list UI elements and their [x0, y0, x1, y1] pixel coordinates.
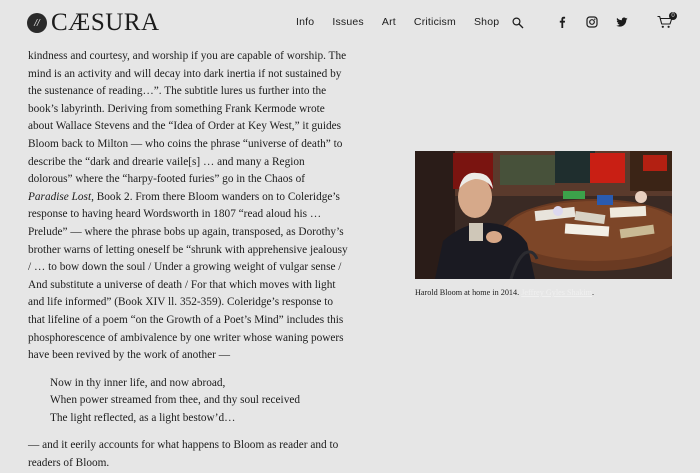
- logo-mark-icon: //: [27, 13, 47, 33]
- nav-item-art[interactable]: Art: [381, 16, 396, 28]
- social-links: [556, 16, 646, 28]
- logo-wordmark: CÆSURA: [51, 9, 160, 36]
- cart-count-badge: 0: [669, 12, 677, 20]
- poem-line: Now in thy inner life, and now abroad,: [50, 376, 226, 389]
- instagram-icon[interactable]: [586, 16, 598, 28]
- site-header: [0, 0, 700, 48]
- photo-credit-link[interactable]: Jeffrey Gyles Shakim: [521, 288, 592, 297]
- article-body: [28, 48, 348, 473]
- paragraph-text: , Book 2. From there Bloom wanders on to Coleridge’s response to having heard Wordsworth in 1807 “read aloud his … Prelude” — where the phrase bobs up again, transposed, as Dorothy’s brother warns of letting oneself be “shrunk with apprehensive jealousy / … to bow down the soul / Under a growing weight of vulgar sense / And substitute a universe of death / For that which moves with light and life informed” (Book XIV ll. 352-359). Coleridge’s response to that lifeline of a poem “on the Growth of a Poet’s Mind” includes this phosphorescence of ambivalence by one writer whose waning powers have been revived by the work of another —: [28, 190, 348, 362]
- nav-item-info[interactable]: Info: [296, 16, 315, 28]
- poem-line: When power streamed from thee, and thy soul received: [50, 394, 301, 407]
- caption-text: Harold Bloom at home in 2014.: [415, 288, 520, 297]
- nav-item-issues[interactable]: Issues: [332, 16, 364, 28]
- book-title-italic: Paradise Lost: [28, 190, 92, 203]
- harold-bloom-photo: [415, 151, 672, 279]
- nav-item-criticism[interactable]: Criticism: [413, 16, 456, 28]
- twitter-icon[interactable]: [616, 16, 628, 28]
- main-nav: [296, 16, 517, 28]
- search-icon[interactable]: [512, 17, 524, 29]
- site-logo[interactable]: [27, 10, 160, 36]
- poem-quote: [50, 375, 348, 428]
- caption-end: .: [592, 288, 595, 297]
- article-figure: [415, 151, 672, 297]
- article-paragraph: — and it eerily accounts for what happens to Bloom as reader and to readers of Bloom.: [28, 439, 339, 470]
- figure-caption: [415, 288, 672, 297]
- article-paragraph: [28, 48, 348, 365]
- facebook-icon[interactable]: [556, 16, 568, 28]
- nav-item-shop[interactable]: Shop: [473, 16, 500, 28]
- poem-line: The light reflected, as a light bestow’d…: [50, 411, 236, 424]
- paragraph-text: kindness and courtesy, and worship if you are capable of worship. The mind is an activity and will decay into dark inertia if not sustained by the sustenance of reading…”. The subtitle lures us further into the book’s labyrinth. Deriving from something Frank Kermode wrote about Wallace Stevens and the “Idea of Order at Key West,” it guides Bloom back to Milton — who coins the phrase “universe of death” to describe the “dark and drearie vaile[s] … and many a Region dolorous” where the “harpy-footed furies” go in the Chaos of: [28, 50, 347, 186]
